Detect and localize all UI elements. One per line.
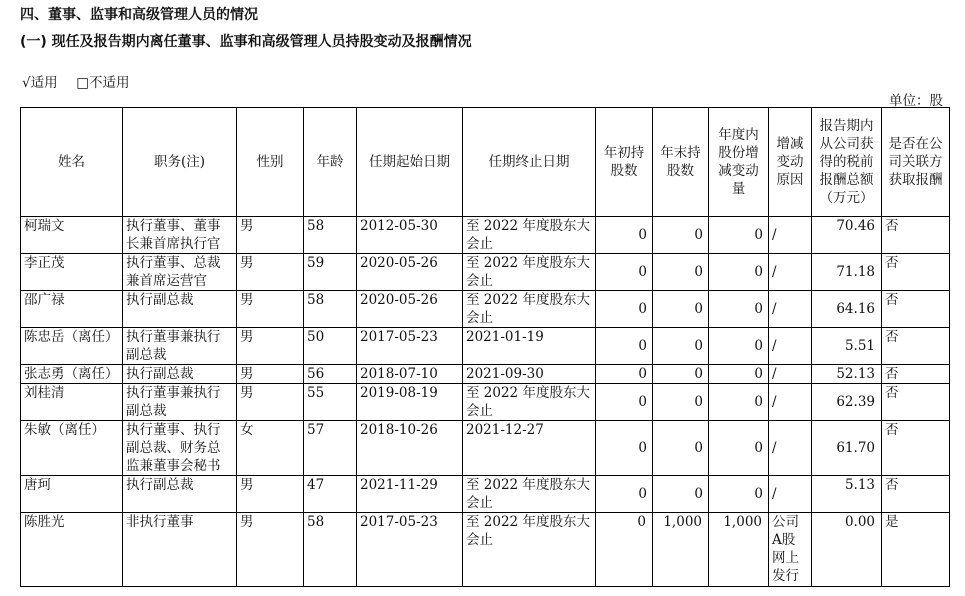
cell-shares-end: 0 [653,328,709,365]
cell-shares-begin: 0 [596,384,653,421]
cell-shares-change: 0 [709,421,769,476]
cell-position: 非执行董事 [123,513,237,587]
header-shares-begin: 年初持股数 [596,108,653,217]
cell-related-party-pay: 否 [882,421,950,476]
header-total-pay: 报告期内从公司获得的税前报酬总额（万元） [812,108,882,217]
cell-end-date: 至 2022 年度股东大会止 [463,513,596,587]
cell-age: 58 [304,217,357,254]
cell-shares-begin: 0 [596,291,653,328]
cell-age: 56 [304,365,357,384]
cell-end-date: 至 2022 年度股东大会止 [463,254,596,291]
cell-total-pay: 70.46 [812,217,882,254]
cell-change-reason: / [769,328,812,365]
cell-shares-change: 0 [709,217,769,254]
table-header-row [21,108,950,217]
cell-shares-end: 0 [653,217,709,254]
cell-age: 57 [304,421,357,476]
cell-shares-change: 1,000 [709,513,769,587]
cell-start-date: 2020-05-26 [357,254,463,291]
header-end-date: 任期终止日期 [463,108,596,217]
cell-shares-begin: 0 [596,254,653,291]
cell-total-pay: 61.70 [812,421,882,476]
cell-age: 50 [304,328,357,365]
subsection-title: (一) 现任及报告期内离任董事、监事和高级管理人员持股变动及报酬情况 [20,34,472,50]
cell-change-reason: / [769,291,812,328]
cell-name: 唐珂 [21,476,123,513]
cell-age: 58 [304,513,357,587]
section-title: 四、董事、监事和高级管理人员的情况 [20,7,258,23]
cell-position: 执行董事兼执行副总裁 [123,384,237,421]
cell-shares-begin: 0 [596,513,653,587]
cell-shares-end: 1,000 [653,513,709,587]
compensation-table [20,107,950,587]
header-change-reason: 增减变动原因 [769,108,812,217]
cell-total-pay: 64.16 [812,291,882,328]
cell-shares-begin: 0 [596,421,653,476]
header-gender: 性别 [237,108,304,217]
cell-gender: 男 [237,365,304,384]
cell-shares-change: 0 [709,291,769,328]
cell-end-date: 至 2022 年度股东大会止 [463,384,596,421]
cell-related-party-pay: 否 [882,217,950,254]
cell-position: 执行董事、总裁兼首席运营官 [123,254,237,291]
cell-related-party-pay: 否 [882,476,950,513]
cell-name: 邵广禄 [21,291,123,328]
cell-start-date: 2021-11-29 [357,476,463,513]
cell-name: 柯瑞文 [21,217,123,254]
cell-change-reason: / [769,254,812,291]
cell-position: 执行副总裁 [123,476,237,513]
header-age: 年龄 [304,108,357,217]
cell-gender: 男 [237,328,304,365]
cell-start-date: 2012-05-30 [357,217,463,254]
cell-total-pay: 0.00 [812,513,882,587]
cell-gender: 男 [237,476,304,513]
cell-position: 执行副总裁 [123,291,237,328]
cell-change-reason: / [769,217,812,254]
applicability-options [22,71,129,91]
applicable-option: √适用 [22,75,58,91]
table-row [21,291,950,328]
cell-position: 执行副总裁 [123,365,237,384]
cell-end-date: 至 2022 年度股东大会止 [463,291,596,328]
cell-shares-end: 0 [653,421,709,476]
cell-total-pay: 5.51 [812,328,882,365]
cell-gender: 女 [237,421,304,476]
cell-end-date: 至 2022 年度股东大会止 [463,217,596,254]
cell-name: 朱敏（离任） [21,421,123,476]
cell-start-date: 2020-05-26 [357,291,463,328]
cell-shares-begin: 0 [596,476,653,513]
cell-gender: 男 [237,254,304,291]
cell-end-date: 至 2022 年度股东大会止 [463,476,596,513]
cell-change-reason: / [769,421,812,476]
cell-start-date: 2019-08-19 [357,384,463,421]
table-row [21,254,950,291]
cell-total-pay: 52.13 [812,365,882,384]
cell-start-date: 2018-07-10 [357,365,463,384]
table-row [21,328,950,365]
cell-related-party-pay: 否 [882,254,950,291]
cell-change-reason: / [769,365,812,384]
header-name: 姓名 [21,108,123,217]
cell-age: 58 [304,291,357,328]
cell-shares-end: 0 [653,384,709,421]
table-row [21,384,950,421]
header-shares-change: 年度内股份增减变动量 [709,108,769,217]
table-row [21,513,950,587]
header-start-date: 任期起始日期 [357,108,463,217]
cell-shares-change: 0 [709,384,769,421]
cell-related-party-pay: 是 [882,513,950,587]
cell-gender: 男 [237,513,304,587]
not-applicable-option: □不适用 [76,75,130,91]
table-row [21,421,950,476]
table-row [21,476,950,513]
cell-shares-end: 0 [653,291,709,328]
cell-change-reason: 公司A股网上发行 [769,513,812,587]
cell-end-date: 2021-01-19 [463,328,596,365]
cell-related-party-pay: 否 [882,291,950,328]
cell-shares-end: 0 [653,365,709,384]
cell-age: 55 [304,384,357,421]
cell-start-date: 2017-05-23 [357,513,463,587]
cell-change-reason: / [769,384,812,421]
cell-name: 陈胜光 [21,513,123,587]
cell-total-pay: 71.18 [812,254,882,291]
cell-name: 张志勇（离任） [21,365,123,384]
header-position: 职务(注) [123,108,237,217]
cell-shares-end: 0 [653,254,709,291]
cell-end-date: 2021-12-27 [463,421,596,476]
cell-age: 59 [304,254,357,291]
cell-start-date: 2017-05-23 [357,328,463,365]
cell-related-party-pay: 否 [882,365,950,384]
table-row [21,365,950,384]
table-row [21,217,950,254]
cell-shares-change: 0 [709,328,769,365]
cell-shares-end: 0 [653,476,709,513]
cell-total-pay: 5.13 [812,476,882,513]
header-shares-end: 年末持股数 [653,108,709,217]
unit-label: 单位：股 [889,93,943,109]
cell-position: 执行董事、执行副总裁、财务总监兼董事会秘书 [123,421,237,476]
cell-shares-begin: 0 [596,217,653,254]
cell-change-reason: / [769,476,812,513]
cell-end-date: 2021-09-30 [463,365,596,384]
cell-name: 李正茂 [21,254,123,291]
cell-name: 刘桂清 [21,384,123,421]
cell-name: 陈忠岳（离任） [21,328,123,365]
cell-total-pay: 62.39 [812,384,882,421]
cell-start-date: 2018-10-26 [357,421,463,476]
header-related-party-pay: 是否在公司关联方获取报酬 [882,108,950,217]
cell-shares-change: 0 [709,476,769,513]
cell-shares-begin: 0 [596,365,653,384]
cell-shares-change: 0 [709,254,769,291]
cell-gender: 男 [237,291,304,328]
cell-position: 执行董事、董事长兼首席执行官 [123,217,237,254]
cell-shares-change: 0 [709,365,769,384]
cell-gender: 男 [237,217,304,254]
cell-shares-begin: 0 [596,328,653,365]
cell-related-party-pay: 否 [882,384,950,421]
cell-gender: 男 [237,384,304,421]
cell-related-party-pay: 否 [882,328,950,365]
cell-age: 47 [304,476,357,513]
cell-position: 执行董事兼执行副总裁 [123,328,237,365]
